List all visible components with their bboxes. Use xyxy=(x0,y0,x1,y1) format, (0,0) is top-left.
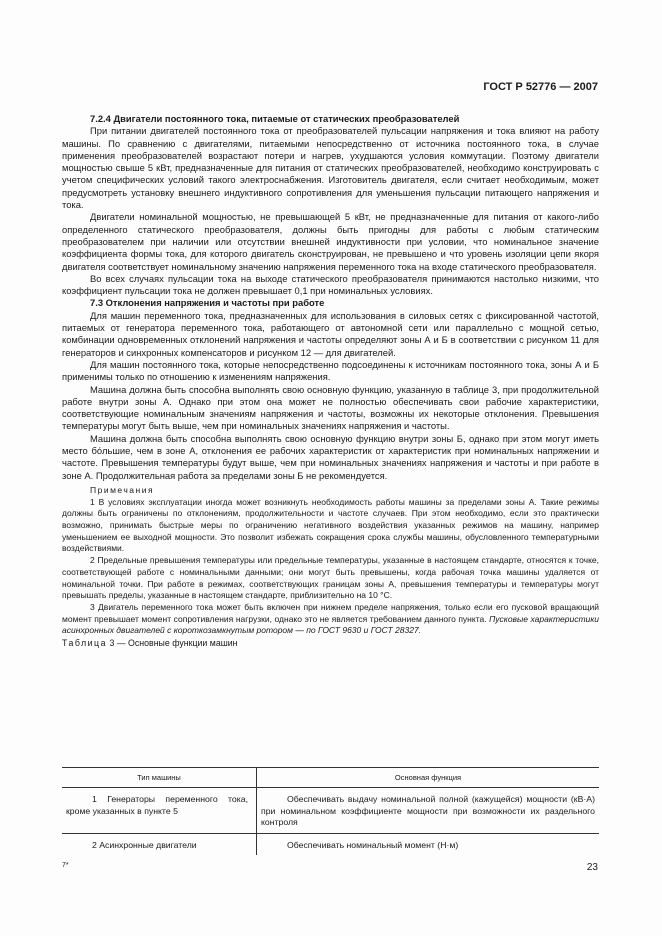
notes-title: Примечания xyxy=(90,484,155,495)
note-3-italic: Пусковые характеристики асинхронных двигателей с короткозамкнутым ротором — по ГОСТ 9630 и ГОСТ 28327. xyxy=(62,613,600,636)
page-number: 23 xyxy=(586,862,598,873)
table-row xyxy=(62,833,599,855)
notes-block xyxy=(62,485,599,637)
note-1: 1 В условиях эксплуатации иногда может возникнуть необходимость работы машины за пределами зоны А. Такие режимы должны быть ограничены по отклонениям, продолжительности и частоте случаев. При этом необходимо, если это практически возможно, принимать быстрые меры по ограничению негативного воздействия указанных режимов на машину, например уменьшением ее выходной мощности. Это позволит избежать сокращения срока службы машины, обусловленного температурными воздействиями. xyxy=(62,496,599,554)
table-caption-text: 3 — Основные функции машин xyxy=(109,638,238,649)
section-heading-7-3: 7.3 Отклонения напряжения и частоты при работе xyxy=(90,297,325,309)
table-cell-function: Обеспечивать выдачу номинальной полной (кажущейся) мощности (кВ·А) при номинальном коэффициенте мощности при возможности их раздельного контроля xyxy=(257,788,600,834)
paragraph: Для машин постоянного тока, которые непосредственно подсоединены к источникам постоянного тока, зоны А и Б применимы только по отношению к изменениям напряжения. xyxy=(62,358,599,383)
paragraph: Машина должна быть способна выполнять свою основную функцию внутри зоны Б, однако при этом могут иметь место бо́льшие, чем в зоне А, отклонения ее рабочих характеристик от характеристик при номинальных напряжении и частоте. Превышения температуры будут выше, чем при номинальных значениях напряжения и частоты и при работе в зоне А. Продолжительная работа за пределами зоны Б не рекомендуется. xyxy=(62,432,599,481)
paragraph: При питании двигателей постоянного тока от преобразователей пульсации напряжения и тока влияют на работу машины. По сравнению с двигателями, питаемыми непосредственно от источника постоянного тока, в случае применения преобразователей возрастают потери и нагрев, ухудшаются условия коммутации. Поэтому двигатели мощностью свыше 5 кВт, предназначенные для питания от статических преобразователей, необходимо конструировать с учетом специфических условий такого электроснабжения. Изготовитель двигателя, если считает необходимым, может предусмотреть установку внешнего индуктивного сопротивления для уменьшения пульсации питающего напряжения и тока. xyxy=(62,125,599,211)
document-body xyxy=(62,113,599,649)
table-header-function: Основная функция xyxy=(257,768,600,788)
table-cell-function: Обеспечивать номинальный момент (Н·м) xyxy=(287,839,459,850)
paragraph: Во всех случаях пульсации тока на выходе статического преобразователя принимаются настолько низкими, что коэффициент пульсации тока не должен превышает 0,1 при номинальных условиях. xyxy=(62,272,599,297)
document-header: ГОСТ Р 52776 — 2007 xyxy=(483,81,598,93)
table-header-type: Тип машины xyxy=(62,768,257,788)
main-functions-table xyxy=(62,767,599,855)
note-2: 2 Предельные превышения температуры или предельные температуры, указанные в настоящем стандарте, относятся к точке, соответствующей работе с номинальными данными; они могут быть превышены, когда рабочая точка машины удаляется от номинальной точки. При работе в режимах, соответствующих границам зоны А, превышения температуры и температуры могут превышать пределы, указанные в настоящем стандарте, приблизительно на 10 °С. xyxy=(62,555,599,601)
paragraph: Машина должна быть способна выполнять свою основную функцию, указанную в таблице 3, при продолжительной работе внутри зоны А. Однако при этом она может не полностью обеспечивать свои рабочие характеристики, соответствующие номинальным значениям напряжения и частоты, возможны их некоторые отклонения. Превышения температуры могут быть выше, чем при номинальных значениях напряжения и частоты. xyxy=(62,383,599,432)
table-caption-word: Таблица xyxy=(62,638,107,649)
table-row xyxy=(62,788,599,834)
table-cell-type: 2 Асинхронные двигатели xyxy=(62,833,257,855)
paragraph: Двигатели номинальной мощностью, не превышающей 5 кВт, не предназначенные для питания от какого-либо определенного статического преобразователя, должны быть пригодны для работы с любым статическим преобразователем при наличии или отсутствии внешней индуктивности при условии, что номинальное значение коэффициента формы тока, для которого двигатель сконструирован, не превышено и что уровень изоляции цепи якоря двигателя соответствует номинальному значению напряжения переменного тока на входе статического преобразователя. xyxy=(62,211,599,272)
footer-mark: 7* xyxy=(62,862,69,869)
note-3 xyxy=(62,602,599,637)
table-header-row xyxy=(62,768,599,788)
table-cell-type: 1 Генераторы переменного тока, кроме указанных в пункте 5 xyxy=(62,788,257,834)
paragraph: Для машин переменного тока, предназначенных для использования в силовых сетях с фиксированной частотой, питаемых от генератора переменного тока, работающего от автономной сети или параллельно с мощной сетью, комбинации одновременных отклонений напряжения и частоты определяют зоны А и Б в соответствии с рисунком 11 для генераторов и синхронных компенсаторов и рисунком 12 — для двигателей. xyxy=(62,309,599,358)
note-3-text: 3 Двигатель переменного тока может быть включен при нижнем пределе напряжения, только если его пусковой вращающий момент превышает момент сопротивления нагрузки, однако это не является требованием данного пункта. xyxy=(62,601,599,624)
table-caption xyxy=(62,637,599,649)
section-heading-7-2-4: 7.2.4 Двигатели постоянного тока, питаемые от статических преобразователей xyxy=(90,113,460,124)
